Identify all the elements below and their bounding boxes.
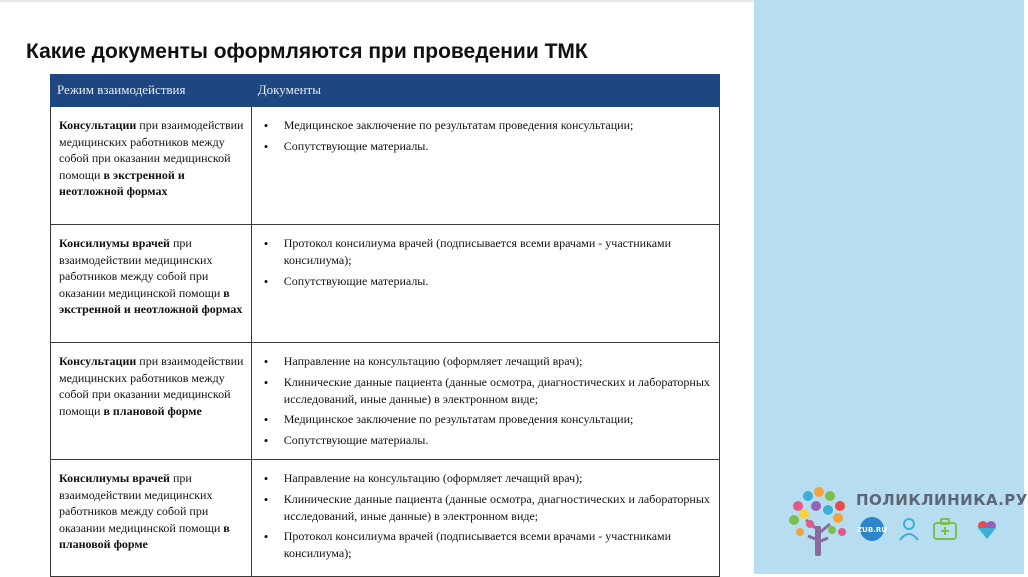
medkit-icon	[932, 516, 958, 542]
slide-title: Какие документы оформляются при проведении ТМК	[26, 40, 588, 63]
table-row	[51, 343, 720, 460]
mode-form: в экстренной и неотложной формах	[59, 285, 243, 317]
mode-description: при взаимодействии медицинских работников между собой при оказании медицинской помощи	[59, 470, 224, 535]
list-item: • Сопутствующие материалы.	[284, 432, 713, 449]
mode-cell	[51, 107, 252, 225]
documents-list	[260, 353, 713, 449]
mode-form: в экстренной и неотложной формах	[59, 167, 185, 199]
mode-description: при взаимодействии медицинских работников между собой при оказании медицинской помощи	[59, 354, 244, 418]
documents-list	[260, 470, 713, 562]
list-item: • Медицинское заключение по результатам проведения консультации;	[284, 117, 713, 134]
mode-form: в плановой форме	[59, 520, 230, 552]
mode-form: в плановой форме	[103, 403, 202, 418]
mode-cell	[51, 225, 252, 343]
mode-cell	[51, 459, 252, 576]
documents-list	[260, 235, 713, 289]
documents-list	[260, 117, 713, 155]
mode-type: Консилиумы врачей	[59, 236, 170, 250]
list-item: • Медицинское заключение по результатам проведения консультации;	[284, 411, 713, 428]
table-row	[51, 459, 720, 576]
documents-cell	[251, 459, 719, 576]
zub-icon	[859, 516, 885, 542]
heart-tree-logo-icon	[786, 486, 850, 558]
mode-type: Консилиумы врачей	[59, 470, 170, 485]
header-mode: Режим взаимодействия	[51, 75, 252, 107]
table-header-row	[51, 75, 720, 107]
mode-description: при взаимодействии медицинских работников между собой при оказании медицинской помощи	[59, 118, 244, 182]
brand-name: ПОЛИКЛИНИКА.РУ	[856, 491, 1028, 509]
list-item: • Клинические данные пациента (данные осмотра, диагностических и лабораторных исследований, иные данные) в электронном виде;	[284, 491, 713, 525]
list-item: • Направление на консультацию (оформляет лечащий врач);	[284, 470, 713, 487]
mode-type: Консультации	[59, 354, 137, 368]
list-item: • Протокол консилиума врачей (подписывается всеми врачами - участниками консилиума);	[284, 235, 713, 269]
table-row	[51, 225, 720, 343]
zub-label: ZUB.RU	[857, 526, 887, 534]
doctor-icon	[896, 516, 922, 542]
documents-cell	[251, 225, 719, 343]
top-divider	[0, 0, 754, 2]
table-row	[51, 107, 720, 225]
heart-icon	[974, 516, 1000, 542]
mode-description: при взаимодействии медицинских работников между собой при оказании медицинской помощи	[59, 236, 224, 300]
list-item: • Сопутствующие материалы.	[284, 138, 713, 155]
mode-type: Консультации	[59, 118, 137, 132]
header-documents: Документы	[251, 75, 719, 107]
list-item: • Направление на консультацию (оформляет лечащий врач);	[284, 353, 713, 370]
tmk-documents-table	[50, 74, 720, 577]
mode-cell	[51, 343, 252, 460]
documents-cell	[251, 107, 719, 225]
list-item: • Протокол консилиума врачей (подписывается всеми врачами - участниками консилиума);	[284, 528, 713, 562]
list-item: • Клинические данные пациента (данные осмотра, диагностических и лабораторных исследований, иные данные) в электронном виде;	[284, 374, 713, 408]
documents-cell	[251, 343, 719, 460]
list-item: • Сопутствующие материалы.	[284, 273, 713, 290]
